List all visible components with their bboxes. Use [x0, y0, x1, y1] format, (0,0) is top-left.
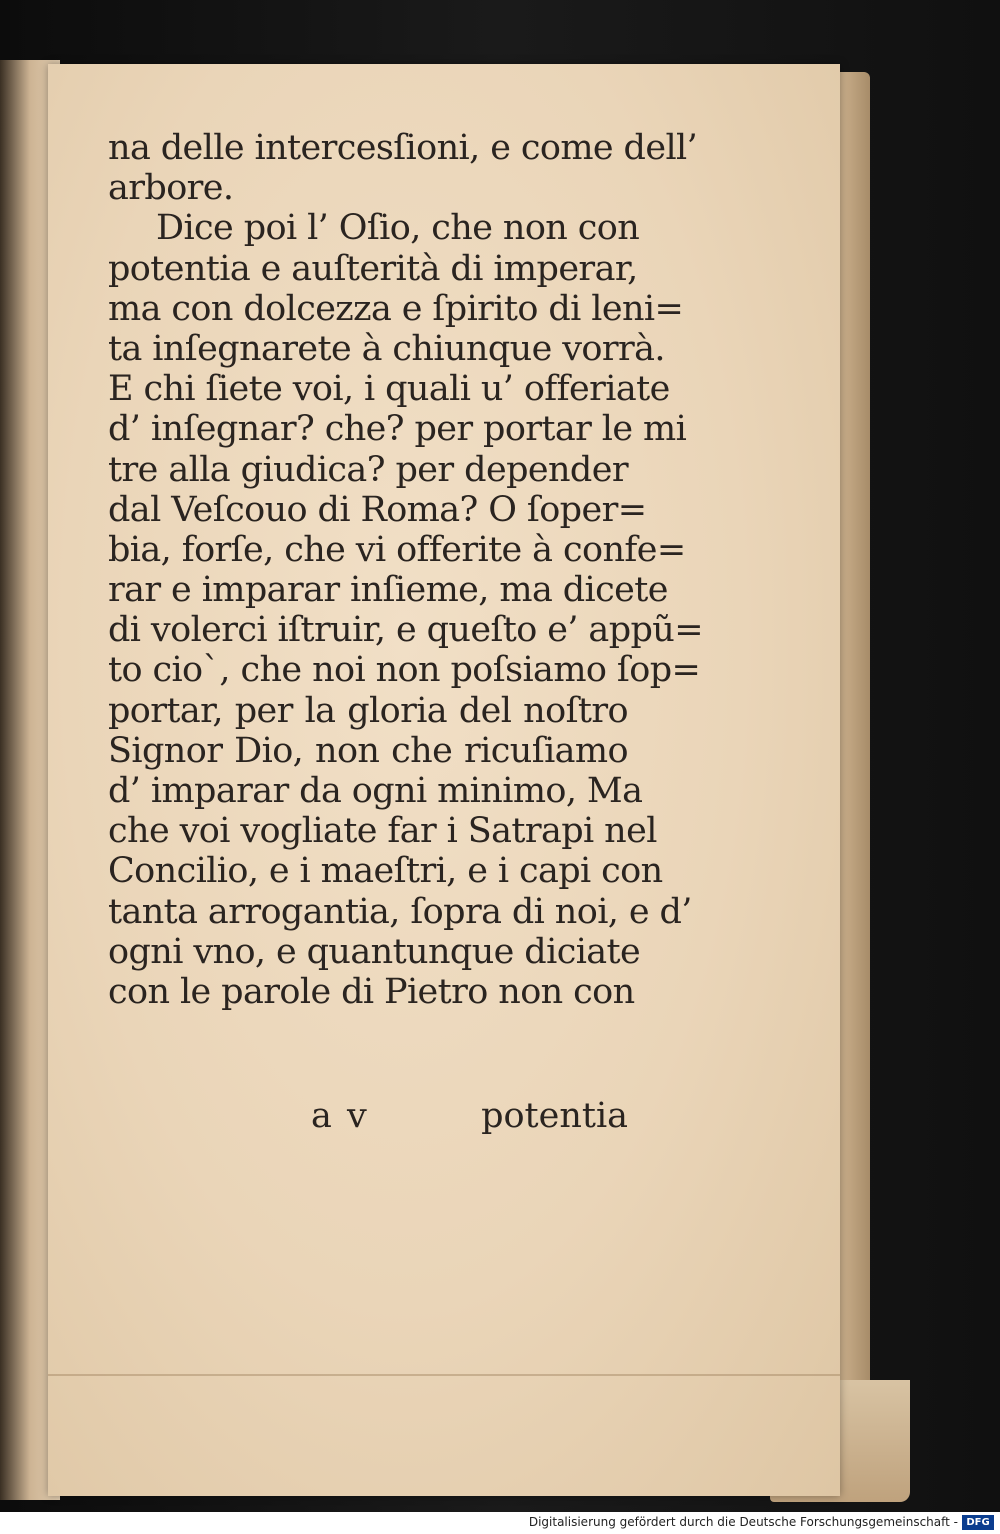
- text-line: tanta arrogantia, ſopra di noi, e d’: [108, 891, 692, 932]
- text-line: d’ imparar da ogni minimo, Ma: [108, 771, 643, 811]
- text-line: na delle intercesſioni, e come dell’: [108, 128, 698, 168]
- text-line: tre alla giudica? per depender: [108, 449, 628, 490]
- text-line: di volerci iſtruir, e queſto e’ appũ=: [108, 610, 703, 651]
- text-line: bia, forſe, che vi offerite à confe=: [108, 529, 686, 570]
- dfg-logo-icon: DFG: [962, 1515, 994, 1530]
- text-line: che voi vogliate far i Satrapi nel: [108, 811, 657, 852]
- text-line: Signor Dio, non che ricuſiamo: [108, 730, 628, 771]
- text-line: d’ inſegnar? che? per portar le mi: [108, 409, 687, 450]
- text-line: con le parole di Pietro non con: [108, 971, 635, 1012]
- text-line: Concilio, e i maeſtri, e i capi con: [108, 851, 663, 892]
- text-line: to cio`, che noi non poſsiamo ſop=: [108, 650, 701, 691]
- text-line: ta inſegnarete à chiunque vorrà.: [108, 328, 665, 369]
- text-line: portar, per la gloria del noſtro: [108, 690, 628, 731]
- signature-mark: a v: [311, 1096, 369, 1136]
- page-text: [108, 128, 703, 1012]
- text-line: E chi ſiete voi, i quali u’ offeriate: [108, 369, 670, 410]
- catchword: potentia: [481, 1096, 628, 1136]
- text-line: ma con dolcezza e ſpirito di leni=: [108, 288, 684, 329]
- text-line: Dice poi l’ Oſio, che non con: [156, 208, 640, 249]
- text-line: dal Veſcouo di Roma? O ſoper=: [108, 489, 647, 530]
- footer-bar: [0, 1512, 1000, 1534]
- text-line: arbore.: [108, 168, 234, 209]
- footer-credit: Digitalisierung gefördert durch die Deutsche Forschungsgemeinschaft -: [528, 1515, 958, 1529]
- text-line: ogni vno, e quantunque diciate: [108, 931, 641, 972]
- catchline: [108, 1096, 628, 1140]
- text-line: potentia e auſterità di imperar,: [108, 248, 638, 289]
- text-line: rar e imparar inſieme, ma dicete: [108, 570, 668, 611]
